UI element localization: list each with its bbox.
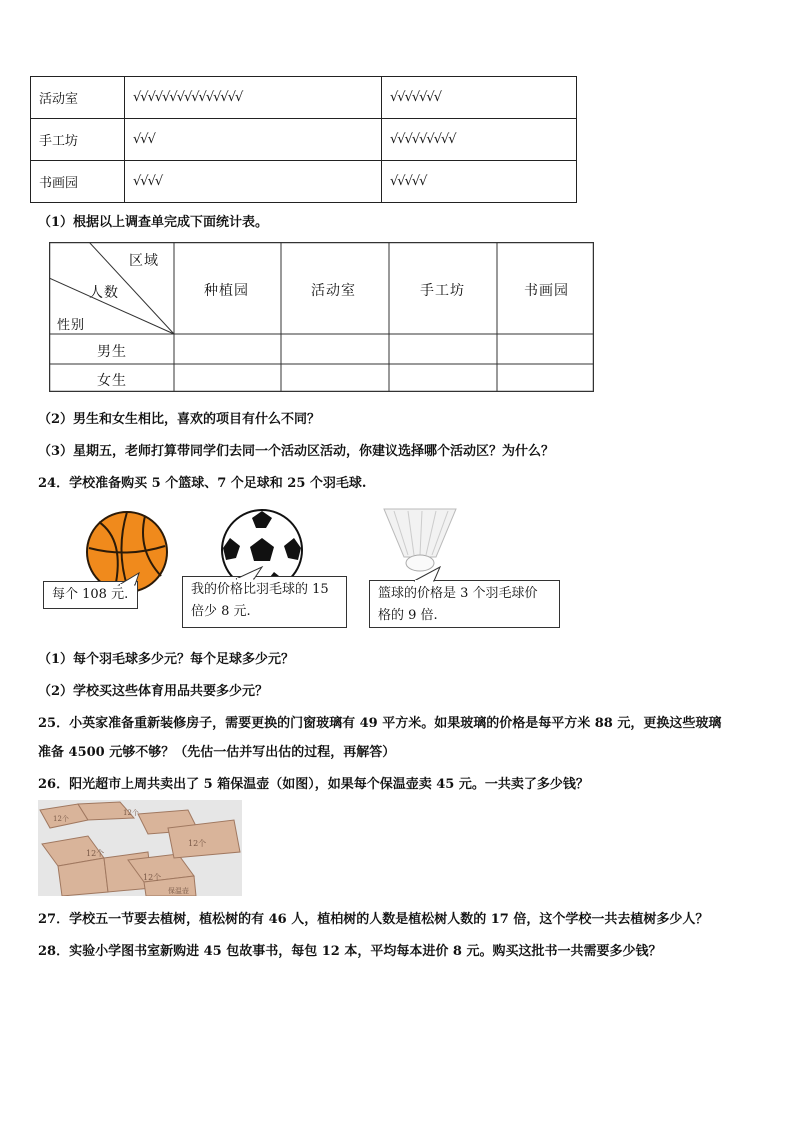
question-25-line2: 准备 4500 元够不够？（先估一估并写出估的过程，再解答） — [38, 745, 396, 760]
football-price-text-line2: 倍少 8 元. — [191, 604, 251, 619]
box-label: 12个 — [53, 815, 69, 823]
question-24-2: （2）学校买这些体育用品共要多少元？ — [38, 684, 269, 699]
football-speech-bubble — [182, 576, 347, 628]
football-price-text-line1: 我的价格比羽毛球的 15 — [191, 582, 329, 597]
column-header: 活动室 — [311, 283, 356, 299]
bubble-pointer-icon — [115, 572, 145, 586]
badminton-speech-bubble — [369, 580, 560, 628]
badminton-price-text-line2: 格的 9 倍. — [378, 608, 438, 623]
table-row — [31, 119, 577, 161]
corner-label-gender: 性别 — [57, 318, 86, 333]
question-23-2: （2）男生和女生相比，喜欢的项目有什么不同？ — [38, 412, 321, 427]
boys-tally-cell: √√√√ — [125, 161, 382, 203]
box-label: 12个 — [143, 873, 162, 882]
area-cell: 手工坊 — [31, 119, 125, 161]
area-cell: 活动室 — [31, 77, 125, 119]
box-label: 12个 — [123, 809, 139, 817]
box-side-label: 保温壶 — [168, 887, 189, 895]
basketball-price-text: 每个 108 元. — [52, 587, 129, 602]
bubble-pointer-icon — [232, 566, 268, 580]
column-header: 种植园 — [204, 283, 249, 299]
badminton-shuttlecock-icon — [380, 505, 460, 575]
girls-tally-cell: √√√√√ — [382, 161, 577, 203]
row-header: 女生 — [97, 373, 127, 389]
question-27: 27．学校五一节要去植树，植松树的有 46 人，植柏树的人数是植松树人数的 17 倍，这个学校一共去植树多少人？ — [38, 912, 709, 927]
column-header: 书画园 — [524, 283, 569, 299]
box-label: 12个 — [86, 849, 105, 858]
question-25-line1: 25．小英家准备重新装修房子，需要更换的门窗玻璃有 49 平方米。如果玻璃的价格是每平方米 88 元，更换这些玻璃 — [38, 716, 722, 731]
box-label: 12个 — [188, 839, 207, 848]
survey-table — [30, 76, 577, 203]
row-header: 男生 — [97, 344, 127, 360]
thermos-boxes-image — [38, 800, 242, 896]
table-row — [31, 161, 577, 203]
question-28: 28．实验小学图书室新购进 45 包故事书，每包 12 本，平均每本进价 8 元。购买这批书一共需要多少钱？ — [38, 944, 662, 959]
question-24: 24．学校准备购买 5 个篮球、7 个足球和 25 个羽毛球. — [38, 476, 367, 491]
girls-tally-cell: √√√√√√√√√ — [382, 119, 577, 161]
boys-tally-cell: √√√√√√√√√√√√√√√ — [125, 77, 382, 119]
question-26: 26．阳光超市上周共卖出了 5 箱保温壶（如图），如果每个保温壶卖 45 元。一共卖了多少钱？ — [38, 777, 589, 792]
boys-tally-cell: √√√ — [125, 119, 382, 161]
area-cell: 书画园 — [31, 161, 125, 203]
question-23-1: （1）根据以上调查单完成下面统计表。 — [38, 215, 269, 230]
badminton-price-text-line1: 篮球的价格是 3 个羽毛球价 — [378, 586, 538, 601]
statistics-table — [49, 242, 594, 392]
corner-label-area: 区域 — [129, 253, 159, 269]
column-header: 手工坊 — [420, 283, 465, 299]
question-23-3: （3）星期五，老师打算带同学们去同一个活动区活动，你建议选择哪个活动区？为什么？ — [38, 444, 555, 459]
corner-label-count: 人数 — [89, 285, 119, 301]
table-row — [31, 77, 577, 119]
question-24-1: （1）每个羽毛球多少元？每个足球多少元？ — [38, 652, 295, 667]
bubble-pointer-icon — [410, 566, 444, 582]
girls-tally-cell: √√√√√√√ — [382, 77, 577, 119]
